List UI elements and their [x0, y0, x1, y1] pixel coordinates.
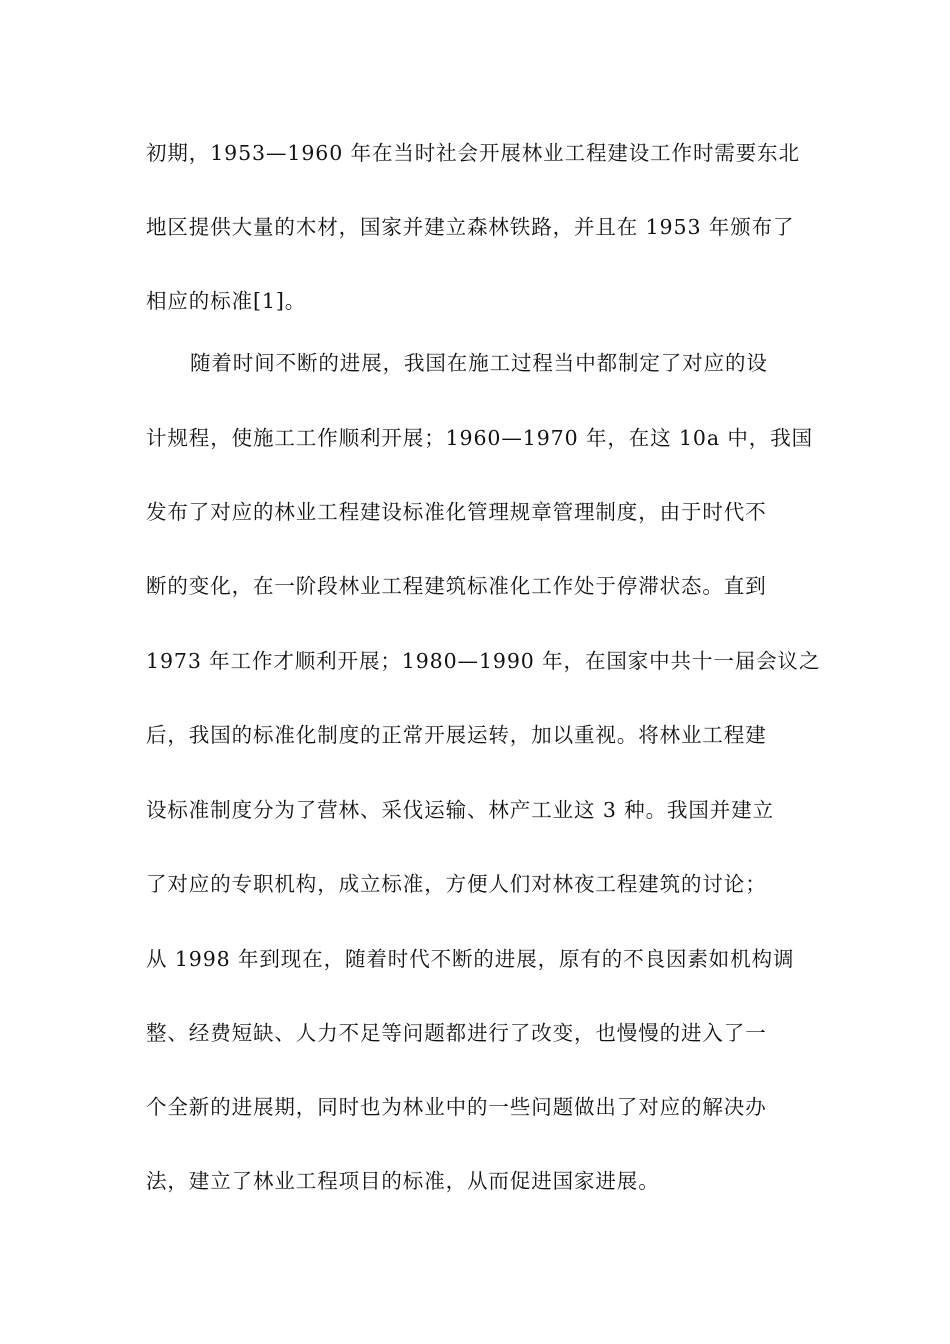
text-line: 个全新的进展期，同时也为林业中的一些问题做出了对应的解决办 [146, 1095, 767, 1119]
text-line: 1973 年工作才顺利开展；1980—1990 年，在国家中共十一届会议之 [146, 649, 821, 673]
text-line: 发布了对应的林业工程建设标准化管理规章管理制度，由于时代不 [146, 500, 767, 524]
text-line: 从 1998 年到现在，随着时代不断的进展，原有的不良因素如机构调 [146, 947, 795, 971]
text-line: 设标准制度分为了营林、采伐运输、林产工业这 3 种。我国并建立 [146, 798, 774, 822]
text-line: 随着时间不断的进展，我国在施工过程当中都制定了对应的设 [190, 351, 768, 375]
text-line: 计规程，使施工工作顺利开展；1960—1970 年，在这 10a 中，我国 [146, 426, 813, 450]
text-line: 初期，1953—1960 年在当时社会开展林业工程建设工作时需要东北 [146, 141, 800, 165]
text-line: 断的变化，在一阶段林业工程建筑标准化工作处于停滞状态。直到 [146, 574, 767, 598]
text-line: 了对应的专职机构，成立标准，方便人们对林夜工程建筑的讨论； [146, 872, 767, 896]
text-line: 法，建立了林业工程项目的标准，从而促进国家进展。 [146, 1169, 660, 1193]
text-line: 地区提供大量的木材，国家并建立森林铁路，并且在 1953 年颁布了 [146, 215, 795, 239]
text-line: 后，我国的标准化制度的正常开展运转，加以重视。将林业工程建 [146, 723, 767, 747]
text-line: 整、经费短缺、人力不足等问题都进行了改变，也慢慢的进入了一 [146, 1021, 767, 1045]
text-line: 相应的标准[1]。 [146, 289, 307, 313]
